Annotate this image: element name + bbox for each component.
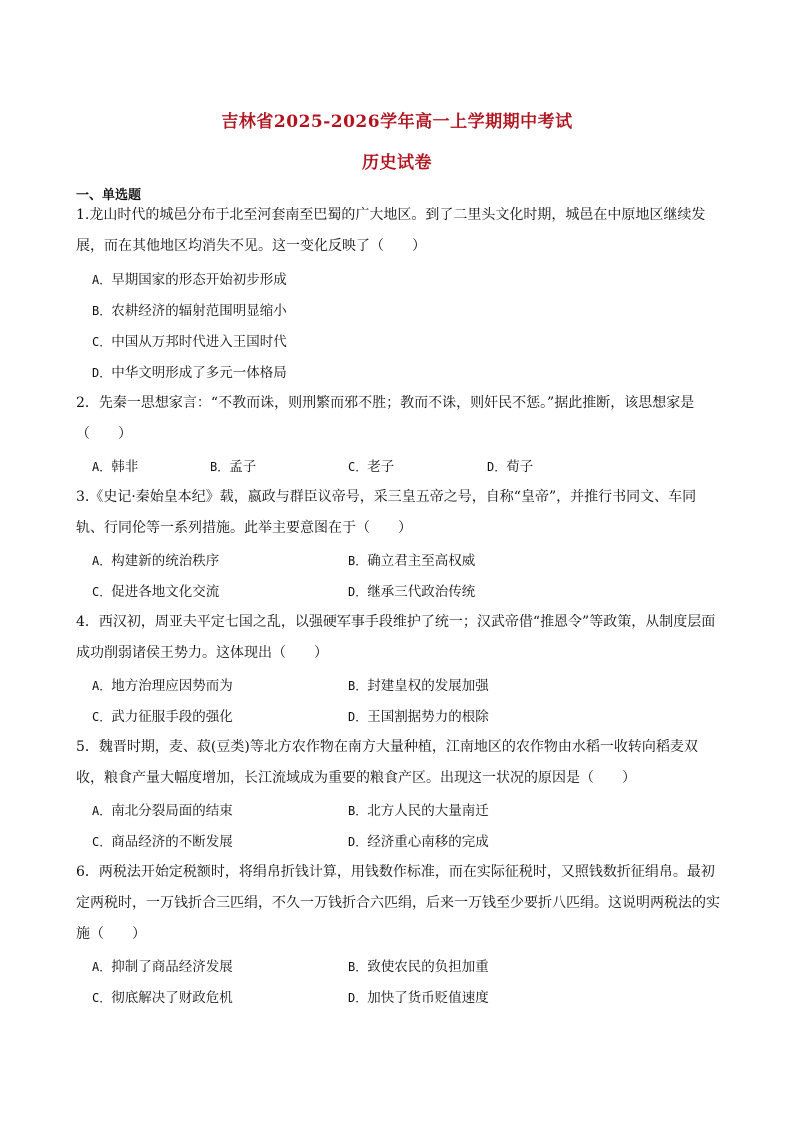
question-6-option-b <box>348 955 489 975</box>
exam-subtitle: 历史试卷 <box>362 153 432 173</box>
question-3-option-b <box>348 549 475 569</box>
question-1-option-a <box>92 268 287 288</box>
option-letter: A． <box>92 804 112 818</box>
question-2-stem: 2．先秦一思想家言：“不教而诛，则刑繁而邪不胜；教而不诛，则奸民不惩。”据此推断，该思想家是（ ） <box>76 395 695 442</box>
question-6-option-d <box>348 986 489 1006</box>
question-3-option-c <box>92 580 219 600</box>
question-6-option-a <box>92 955 233 975</box>
option-letter: C． <box>92 335 112 349</box>
option-text: 王国割据势力的根除 <box>367 709 489 725</box>
question-5-option-c <box>92 830 233 850</box>
option-letter: A． <box>92 960 112 974</box>
question-3-option-a <box>92 549 219 569</box>
question-2-option-d <box>487 455 533 475</box>
option-letter: B． <box>348 554 368 568</box>
question-2-option-c <box>348 455 394 475</box>
option-letter: D． <box>348 585 368 599</box>
option-text: 中国从万邦时代进入王国时代 <box>111 334 287 350</box>
option-letter: A． <box>92 460 112 474</box>
question-1-stem: 1.龙山时代的城邑分布于北至河套南至巴蜀的广大地区。到了二里头文化时期，城邑在中原地区继续发展，而在其他地区均消失不见。这一变化反映了（ ） <box>76 207 706 254</box>
option-letter: B． <box>92 304 112 318</box>
option-letter: B． <box>210 460 230 474</box>
question-6-stem: 6．两税法开始定税额时，将绢帛折钱计算，用钱数作标准，而在实际征税时，又照钱数折征绢帛。最初定两税时，一万钱折合三匹绢，不久一万钱折合六匹绢，后来一万钱至少要折八匹绢。这说明两税法的实施（ ） <box>76 864 720 942</box>
option-letter: D． <box>348 991 368 1005</box>
option-text: 加快了货币贬值速度 <box>367 990 489 1006</box>
option-letter: D． <box>487 460 507 474</box>
exam-title: 吉林省2025-2026学年高一上学期期中考试 <box>221 112 573 132</box>
option-letter: C． <box>92 991 112 1005</box>
section-heading: 一、单选题 <box>76 188 142 203</box>
option-text: 确立君主至高权威 <box>367 553 476 569</box>
option-text: 孟子 <box>229 459 257 475</box>
question-4-stem: 4．西汉初，周亚夫平定七国之乱，以强硬军事手段维护了统一；汉武帝借“推恩令”等政策，从制度层面成功削弱诸侯王势力。这体现出（ ） <box>76 614 716 661</box>
option-text: 经济重心南移的完成 <box>367 834 489 850</box>
option-letter: C． <box>92 710 112 724</box>
option-letter: B． <box>348 679 368 693</box>
question-1-option-b <box>92 299 287 319</box>
option-text: 商品经济的不断发展 <box>111 834 233 850</box>
option-text: 韩非 <box>111 459 139 475</box>
question-2-option-b <box>210 455 256 475</box>
option-text: 中华文明形成了多元一体格局 <box>111 365 287 381</box>
option-text: 农耕经济的辐射范围明显缩小 <box>111 303 287 319</box>
option-text: 构建新的统治秩序 <box>111 553 220 569</box>
question-1-option-d <box>92 361 287 381</box>
option-letter: D． <box>348 835 368 849</box>
question-1-option-c <box>92 330 287 350</box>
question-5-option-d <box>348 830 489 850</box>
option-letter: D． <box>348 710 368 724</box>
option-letter: C． <box>92 585 112 599</box>
option-text: 封建皇权的发展加强 <box>367 678 489 694</box>
option-text: 致使农民的负担加重 <box>367 959 489 975</box>
option-letter: D． <box>92 366 112 380</box>
option-text: 继承三代政治传统 <box>367 584 476 600</box>
option-text: 荀子 <box>506 459 534 475</box>
question-3-stem: 3.《史记·秦始皇本纪》载，嬴政与群臣议帝号，采三皇五帝之号，自称“皇帝”，并推行书同文、车同轨、行同伦等一系列措施。此举主要意图在于（ ） <box>76 489 697 536</box>
option-text: 武力征服手段的强化 <box>111 709 233 725</box>
question-4-option-d <box>348 705 489 725</box>
question-4-option-c <box>92 705 233 725</box>
option-letter: A． <box>92 679 112 693</box>
question-6-option-c <box>92 986 233 1006</box>
question-5-stem: 5．魏晋时期，麦、菽(豆类)等北方农作物在南方大量种植，江南地区的农作物由水稻一收转向稻麦双收，粮食产量大幅度增加，长江流域成为重要的粮食产区。出现这一状况的原因是（ ） <box>76 739 698 786</box>
option-letter: C． <box>92 835 112 849</box>
option-text: 促进各地文化交流 <box>111 584 220 600</box>
option-letter: A． <box>92 273 112 287</box>
option-letter: A． <box>92 554 112 568</box>
option-text: 南北分裂局面的结束 <box>111 803 233 819</box>
question-4-option-a <box>92 674 233 694</box>
question-3-option-d <box>348 580 475 600</box>
option-text: 彻底解决了财政危机 <box>111 990 233 1006</box>
option-text: 北方人民的大量南迁 <box>367 803 489 819</box>
question-5-option-b <box>348 799 489 819</box>
question-2-option-a <box>92 455 138 475</box>
option-text: 老子 <box>367 459 395 475</box>
option-letter: C． <box>348 460 368 474</box>
question-5-option-a <box>92 799 233 819</box>
option-letter: B． <box>348 960 368 974</box>
option-text: 抑制了商品经济发展 <box>111 959 233 975</box>
option-letter: B． <box>348 804 368 818</box>
option-text: 地方治理应因势而为 <box>111 678 233 694</box>
option-text: 早期国家的形态开始初步形成 <box>111 272 287 288</box>
question-4-option-b <box>348 674 489 694</box>
